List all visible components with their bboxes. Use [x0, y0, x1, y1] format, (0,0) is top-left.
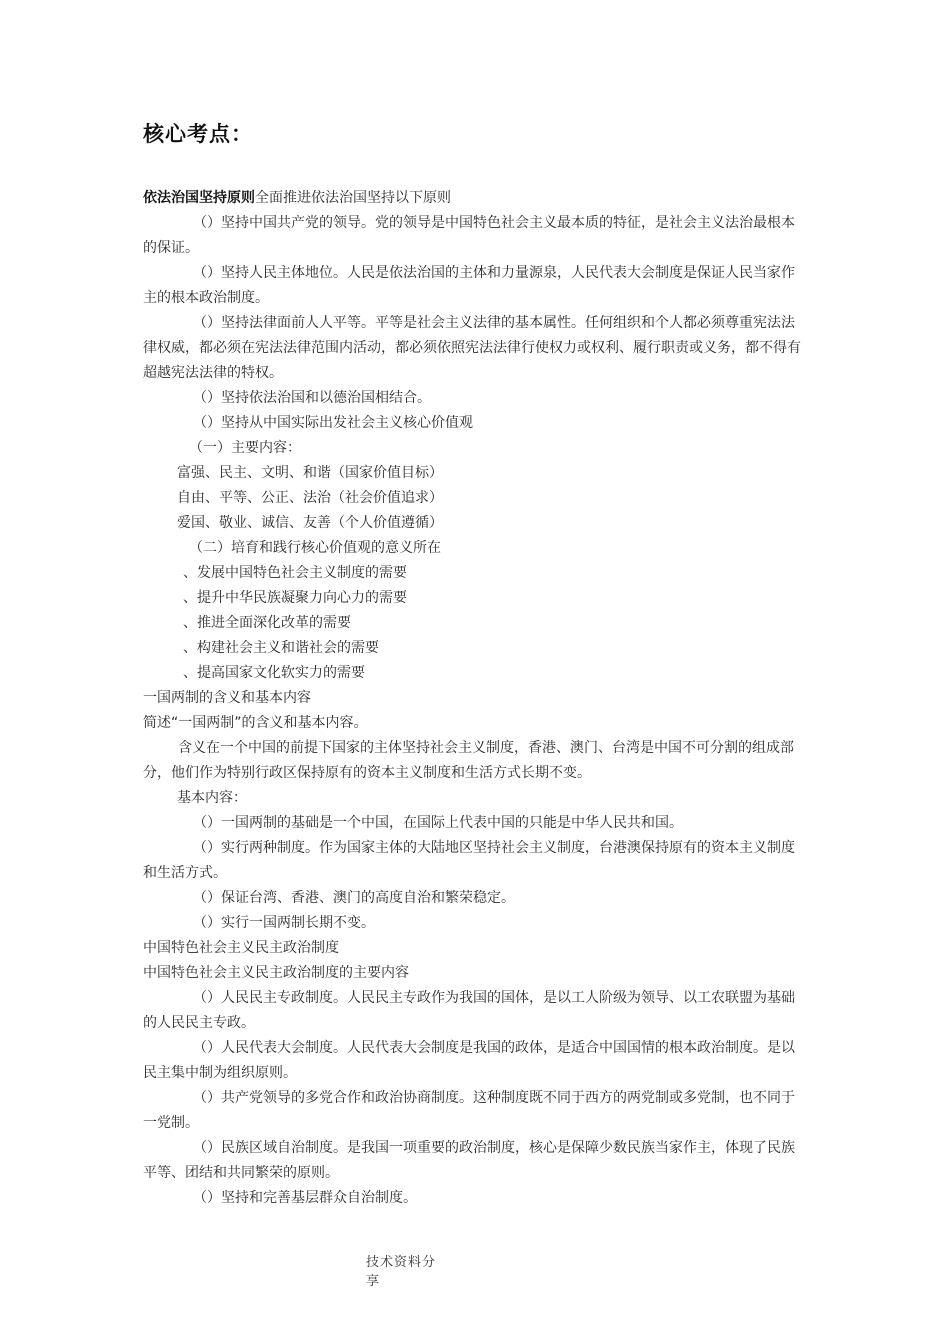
- basic-content-label: 基本内容：: [177, 790, 247, 806]
- footer-line: 享: [366, 1274, 381, 1289]
- content-paragraph: （）实行两种制度。作为国家主体的大陆地区坚持社会主义制度，台港澳保持原有的资本主义制度和生活方式。: [143, 840, 795, 881]
- significance-item: 、构建社会主义和谐社会的需要: [183, 640, 379, 656]
- page-title: 核心考点：: [143, 122, 253, 146]
- content-paragraph: （）实行一国两制长期不变。: [193, 915, 375, 931]
- footer-line: 技术资料分: [366, 1255, 437, 1270]
- meaning-paragraph: 含义在一个中国的前提下国家的主体坚持社会主义制度，香港、澳门、台湾是中国不可分割的组成部分，他们作为特别行政区保持原有的资本主义制度和生活方式长期不变。: [143, 740, 794, 781]
- question-text: 简述“一国两制”的含义和基本内容。: [143, 715, 368, 731]
- system-paragraph: （）人民民主专政制度。人民民主专政作为我国的国体，是以工人阶级为领导、以工农联盟为基础的人民民主专政。: [143, 990, 795, 1031]
- significance-item: 、提高国家文化软实力的需要: [183, 665, 365, 681]
- principle-paragraph: （）坚持人民主体地位。人民是依法治国的主体和力量源泉，人民代表大会制度是保证人民当家作主的根本政治制度。: [143, 265, 795, 306]
- system-paragraph: （）坚持和完善基层群众自治制度。: [193, 1190, 417, 1206]
- system-paragraph: （）民族区域自治制度。是我国一项重要的政治制度，核心是保障少数民族当家作主，体现了民族平等、团结和共同繁荣的原则。: [143, 1140, 795, 1181]
- significance-item: 、发展中国特色社会主义制度的需要: [183, 565, 407, 581]
- subheading-main-content: （一）主要内容：: [189, 440, 301, 456]
- heading-rest: 全面推进依法治国坚持以下原则: [255, 190, 451, 206]
- principle-paragraph: （）坚持依法治国和以德治国相结合。: [193, 390, 431, 406]
- section-heading-one-country: 一国两制的含义和基本内容: [143, 690, 311, 706]
- system-paragraph: （）人民代表大会制度。人民代表大会制度是我国的政体，是适合中国国情的根本政治制度。是以民主集中制为组织原则。: [143, 1040, 795, 1081]
- principle-paragraph: （）坚持法律面前人人平等。平等是社会主义法律的基本属性。任何组织和个人都必须尊重宪法法律权威，都必须在宪法法律范围内活动，都必须依照宪法法律行使权力或权利、履行职责或义务，都不得有超越宪法法律的特权。: [143, 315, 801, 381]
- value-item: 富强、民主、文明、和谐（国家价值目标）: [177, 465, 443, 481]
- section-subheading-democracy: 中国特色社会主义民主政治制度的主要内容: [143, 965, 409, 981]
- value-item: 自由、平等、公正、法治（社会价值追求）: [177, 490, 443, 506]
- content-paragraph: （）一国两制的基础是一个中国，在国际上代表中国的只能是中华人民共和国。: [193, 815, 683, 831]
- page-footer: [366, 1253, 446, 1291]
- document-body: [143, 186, 803, 1211]
- principle-paragraph: （）坚持中国共产党的领导。党的领导是中国特色社会主义最本质的特征，是社会主义法治最根本的保证。: [143, 215, 795, 256]
- heading-bold: 依法治国坚持原则: [143, 190, 255, 206]
- subheading-significance: （二）培育和践行核心价值观的意义所在: [189, 540, 441, 556]
- significance-item: 、推进全面深化改革的需要: [183, 615, 351, 631]
- value-item: 爱国、敬业、诚信、友善（个人价值遵循）: [177, 515, 443, 531]
- principle-paragraph: （）坚持从中国实际出发社会主义核心价值观: [193, 415, 473, 431]
- section-heading-principles: [143, 186, 803, 211]
- section-heading-democracy: 中国特色社会主义民主政治制度: [143, 940, 339, 956]
- significance-item: 、提升中华民族凝聚力向心力的需要: [183, 590, 407, 606]
- content-paragraph: （）保证台湾、香港、澳门的高度自治和繁荣稳定。: [193, 890, 515, 906]
- system-paragraph: （）共产党领导的多党合作和政治协商制度。这种制度既不同于西方的两党制或多党制，也不同于一党制。: [143, 1090, 795, 1131]
